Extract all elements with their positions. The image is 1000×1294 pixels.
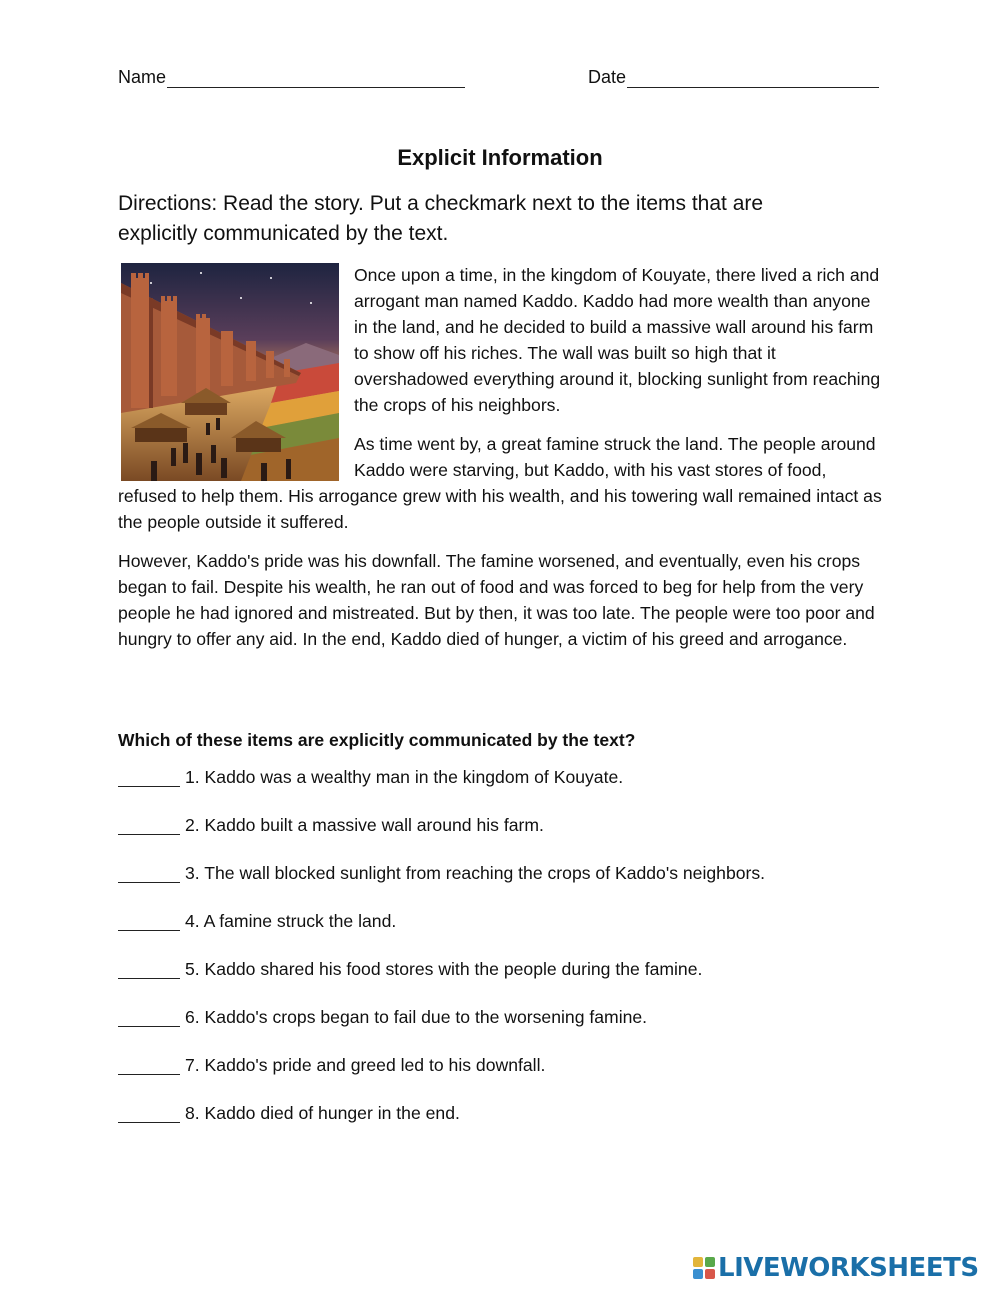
checklist-item-text: 6. Kaddo's crops began to fail due to the worsening famine.: [185, 1007, 648, 1027]
checklist-item: [118, 1103, 898, 1151]
checkmark-blank[interactable]: [118, 815, 180, 835]
name-field: [118, 67, 465, 88]
page-title: Explicit Information: [397, 145, 603, 170]
date-label: Date: [588, 67, 627, 87]
logo-square: [705, 1257, 715, 1267]
checklist-item: [118, 815, 898, 863]
story-text: [118, 262, 884, 665]
logo-square: [693, 1257, 703, 1267]
date-field: [588, 67, 879, 88]
checklist-item-text: 3. The wall blocked sunlight from reaching the crops of Kaddo's neighbors.: [185, 863, 766, 883]
checklist-item: [118, 863, 898, 911]
checklist-item-text: 7. Kaddo's pride and greed led to his downfall.: [185, 1055, 546, 1075]
checklist-item-text: 5. Kaddo shared his food stores with the people during the famine.: [185, 959, 703, 979]
logo-square: [693, 1269, 703, 1279]
checklist-item-text: 8. Kaddo died of hunger in the end.: [185, 1103, 460, 1123]
checklist-item: [118, 1007, 898, 1055]
checklist-item-text: 2. Kaddo built a massive wall around his farm.: [185, 815, 544, 835]
name-blank-line[interactable]: [167, 69, 465, 88]
checklist-item: [118, 959, 898, 1007]
logo-mark-icon: [693, 1257, 715, 1279]
checkmark-blank[interactable]: [118, 959, 180, 979]
checkmark-blank[interactable]: [118, 1103, 180, 1123]
liveworksheets-logo[interactable]: [693, 1253, 979, 1283]
checklist-item: [118, 1055, 898, 1103]
checkmark-blank[interactable]: [118, 863, 180, 883]
story-paragraph-1: Once upon a time, in the kingdom of Kouyate, there lived a rich and arrogant man named Kaddo. Kaddo had more wealth than anyone in the land, and he decided to build a massive wall around his farm to show off his riches. The wall was built so high that it overshadowed everything around it, blocking sunlight from reaching the crops of his neighbors.: [354, 265, 881, 415]
date-blank-line[interactable]: [627, 69, 879, 88]
directions: Directions: Read the story. Put a checkmark next to the items that are explicitly communicated by the text.: [118, 192, 764, 245]
checklist-item: [118, 767, 898, 815]
story-paragraph-2: As time went by, a great famine struck the land. The people around Kaddo were starving, but Kaddo, with his vast stores of food, refused to help them. His arrogance grew with his wealth, and his towering wall remained intact as the people outside it suffered.: [118, 434, 882, 532]
checklist-item-text: 4. A famine struck the land.: [185, 911, 397, 931]
image-float-spacer: [118, 262, 354, 480]
logo-text: LIVEWORKSHEETS: [718, 1253, 979, 1283]
logo-square: [705, 1269, 715, 1279]
checkmark-blank[interactable]: [118, 1007, 180, 1027]
checkmark-blank[interactable]: [118, 767, 180, 787]
header-row: [118, 67, 882, 91]
checklist-item-text: 1. Kaddo was a wealthy man in the kingdom of Kouyate.: [185, 767, 624, 787]
checklist-item: [118, 911, 898, 959]
checkmark-blank[interactable]: [118, 1055, 180, 1075]
story-paragraph-3: However, Kaddo's pride was his downfall. The famine worsened, and eventually, even his crops began to fail. Despite his wealth, he ran out of food and was forced to beg for help from the very people he had ignored and mistreated. But by then, it was too late. The people were too poor and hungry to offer any aid. In the end, Kaddo died of hunger, a victim of his greed and arrogance.: [118, 551, 875, 649]
checklist: [118, 767, 898, 1151]
name-label: Name: [118, 67, 167, 87]
checkmark-blank[interactable]: [118, 911, 180, 931]
question-heading: Which of these items are explicitly communicated by the text?: [118, 730, 636, 750]
